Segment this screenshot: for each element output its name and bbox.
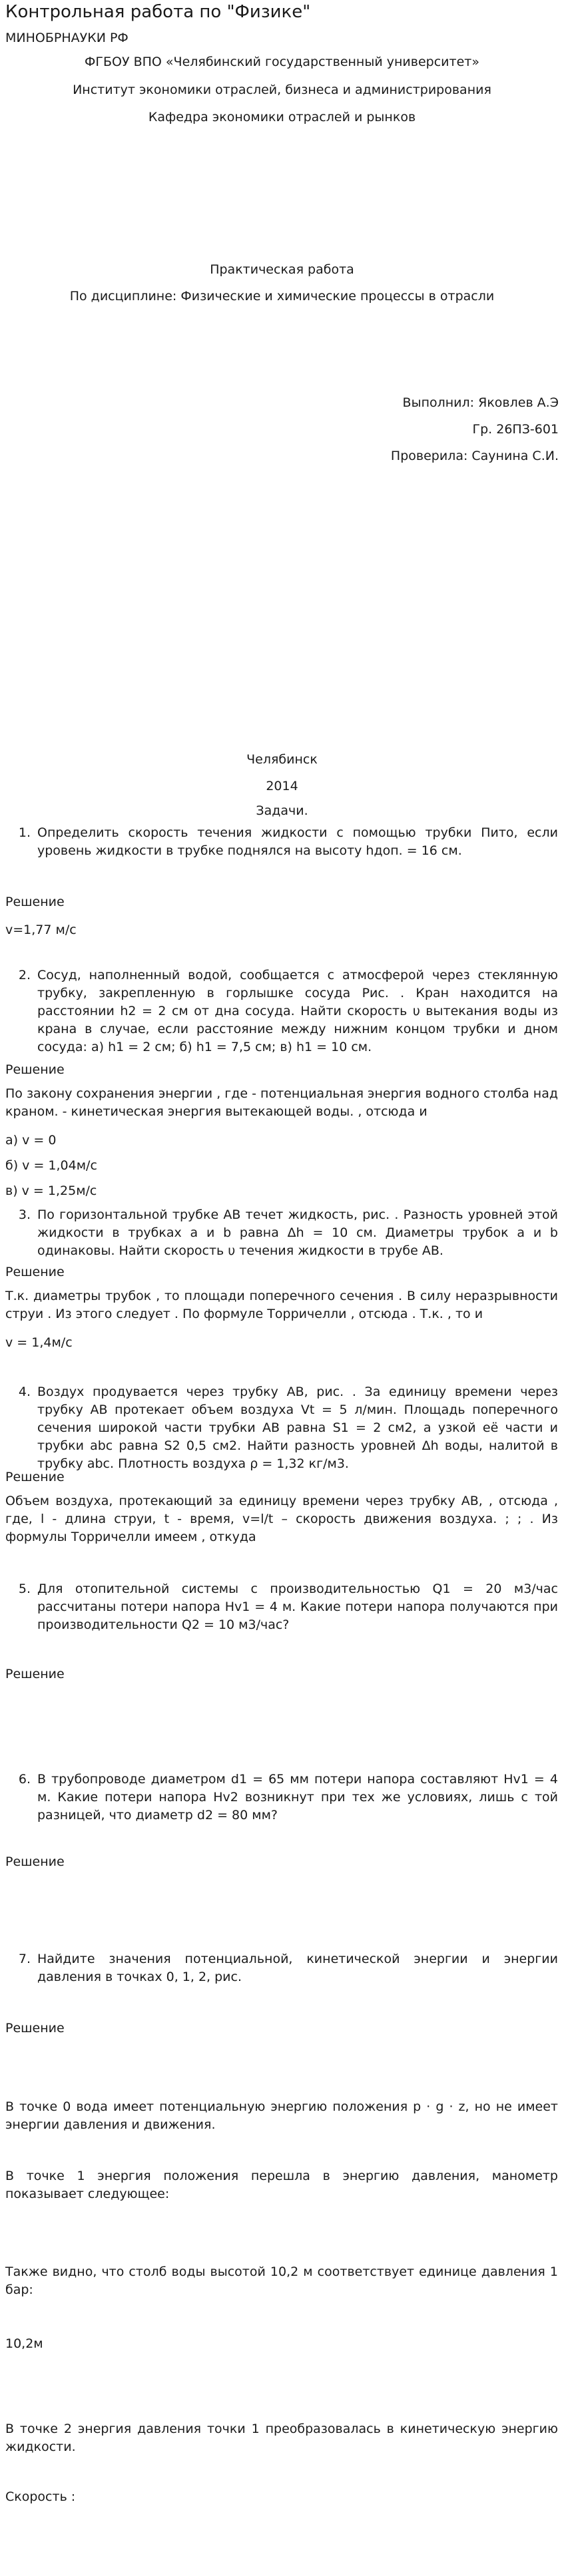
solution-text: Объем воздуха, протекающий за единицу времени через трубку АВ, , отсюда , где, l - длина струи, t - время, v=l/t – скорость движения воздуха. ; ; . Из формулы Торричелли имеем , откуда bbox=[5, 1494, 558, 1544]
solution-label: Решение bbox=[5, 1265, 65, 1279]
task-number: 5. bbox=[18, 1582, 31, 1596]
solution-text: Т.к. диаметры трубок , то площади поперечного сечения . В силу неразрывности струи . Из этого следует . По формуле Торричелли , отсюда . Т.к. , то и bbox=[5, 1289, 558, 1321]
year: 2014 bbox=[266, 779, 298, 793]
solution-paragraph: В точке 0 вода имеет потенциальную энергию положения p · g · z, но не имеет энергии давления и движения. bbox=[5, 2099, 558, 2132]
solution-paragraph: В точке 2 энергия давления точки 1 преобразовалась в кинетическую энергию жидкости. bbox=[5, 2422, 558, 2454]
department-name: Кафедра экономики отраслей и рынков bbox=[148, 110, 416, 124]
answer: v = 1,4м/с bbox=[5, 1335, 73, 1350]
solution-label: Решение bbox=[5, 2021, 65, 2036]
solution-label: Решение bbox=[5, 1854, 65, 1869]
solution-text: По закону сохранения энергии , где - потенциальная энергия водного столба над краном. - кинетическая энергия вытекающей воды. , отсюда и bbox=[5, 1086, 558, 1119]
answer: в) v = 1,25м/с bbox=[5, 1183, 97, 1198]
task-text: Воздух продувается через трубку АВ, рис. . За единицу времени через трубку АВ протекает объем воздуха Vt = 5 л/мин. Площадь поперечного сечения широкой части трубки АВ равна S1 = 2 см2, а узкой её части и трубки abc равна S2 0,5 см2. Найти разность уровней Δh воды, налитой в трубку abc. Плотность воздуха ρ = 1,32 кг/м3. bbox=[37, 1385, 558, 1471]
task-text: Для отопительной системы с производительностью Q1 = 20 м3/час рассчитаны потери напора Hv1 = 4 м. Какие потери напора получаются при производительности Q2 = 10 м3/час? bbox=[37, 1582, 558, 1632]
ministry-label: МИНОБРНАУКИ РФ bbox=[5, 31, 129, 45]
task-number: 4. bbox=[18, 1385, 31, 1399]
checked-by: Проверила: Саунина С.И. bbox=[390, 449, 559, 463]
solution-paragraph: 10,2м bbox=[5, 2336, 43, 2351]
tasks-heading: Задачи. bbox=[256, 803, 308, 818]
task-item bbox=[5, 1383, 558, 1473]
task-number: 3. bbox=[18, 1207, 31, 1222]
task-text: В трубопроводе диаметром d1 = 65 мм потери напора составляют Hv1 = 4 м. Какие потери напора Hv2 возникнут при тех же условиях, лишь с той разницей, что диаметр d2 = 80 мм? bbox=[37, 1772, 558, 1823]
task-item bbox=[5, 1206, 558, 1260]
task-number: 2. bbox=[18, 968, 31, 982]
task-item bbox=[5, 966, 558, 1056]
task-text: Сосуд, наполненный водой, сообщается с атмосферой через стеклянную трубку, закрепленную в горлышке сосуда Рис. . Кран находится на расстоянии h2 = 2 см от дна сосуда. Найти скорость υ вытекания воды из крана в случае, если расстояние между нижним концом трубки и дном сосуда: а) h1 = 2 см; б) h1 = 7,5 см; в) h1 = 10 см. bbox=[37, 968, 558, 1054]
task-item bbox=[5, 824, 558, 860]
solution-paragraph: В точке 1 энергия положения перешла в энергию давления, манометр показывает следующее: bbox=[5, 2169, 558, 2201]
answer: а) v = 0 bbox=[5, 1133, 57, 1148]
solution-label: Решение bbox=[5, 1470, 65, 1484]
solution-paragraph: Также видно, что столб воды высотой 10,2 м соответствует единице давления 1 бар: bbox=[5, 2264, 558, 2297]
task-item bbox=[5, 1950, 558, 1986]
solution-label: Решение bbox=[5, 1667, 65, 1681]
discipline: По дисциплине: Физические и химические процессы в отрасли bbox=[69, 289, 495, 304]
task-number: 7. bbox=[18, 1952, 31, 1966]
performed-by: Выполнил: Яковлев А.Э bbox=[402, 395, 559, 410]
solution-paragraph: Скорость : bbox=[5, 2489, 76, 2504]
institute-name: Институт экономики отраслей, бизнеса и администрирования bbox=[73, 83, 491, 97]
task-item bbox=[5, 1771, 558, 1825]
answer: б) v = 1,04м/с bbox=[5, 1158, 97, 1173]
solution-label: Решение bbox=[5, 895, 65, 909]
task-text: Найдите значения потенциальной, кинетической энергии и энергии давления в точках 0, 1, 2, рис. bbox=[37, 1952, 558, 1984]
document-title: Контрольная работа по "Физике" bbox=[5, 2, 311, 22]
group-number: Гр. 26ПЗ-601 bbox=[472, 422, 559, 437]
work-type: Практическая работа bbox=[210, 262, 354, 277]
university-name: ФГБОУ ВПО «Челябинский государственный университет» bbox=[85, 55, 479, 69]
task-text: По горизонтальной трубке АВ течет жидкость, рис. . Разность уровней этой жидкости в трубках а и b равна Δh = 10 см. Диаметры трубок а и b одинаковы. Найти скорость υ течения жидкости в трубе АВ. bbox=[37, 1207, 558, 1258]
task-number: 6. bbox=[18, 1772, 31, 1787]
answer: v=1,77 м/с bbox=[5, 923, 77, 937]
task-item bbox=[5, 1580, 558, 1634]
solution-label: Решение bbox=[5, 1062, 65, 1077]
city: Челябинск bbox=[246, 752, 318, 767]
task-text: Определить скорость течения жидкости с помощью трубки Пито, если уровень жидкости в трубке поднялся на высоту hдоп. = 16 см. bbox=[37, 825, 558, 858]
task-number: 1. bbox=[18, 825, 31, 840]
